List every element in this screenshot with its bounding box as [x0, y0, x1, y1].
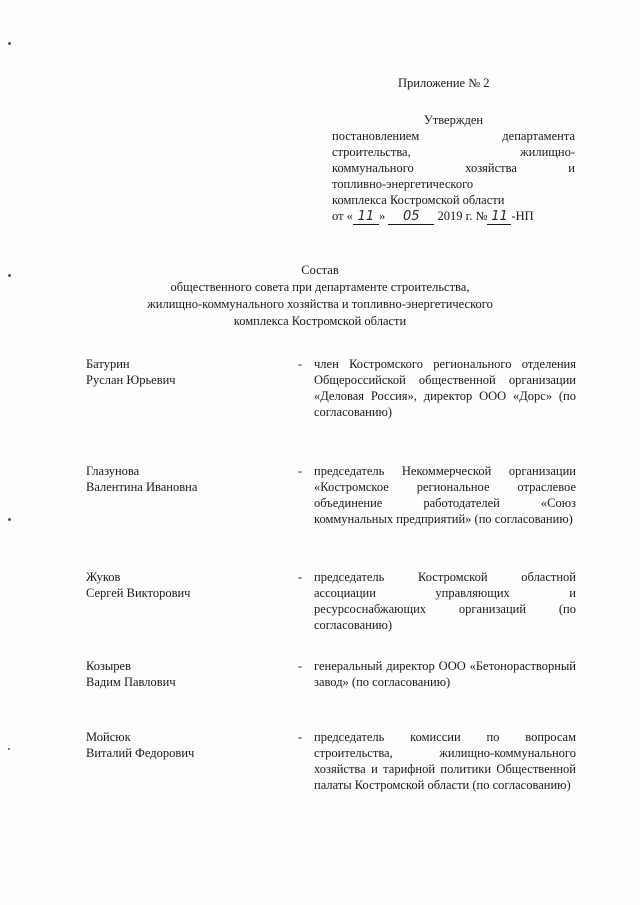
member-dash: - [298, 570, 303, 584]
member-name [86, 569, 276, 601]
approved-line: комплекса Костромской области [332, 193, 505, 207]
member-surname: Мойсюк [86, 730, 131, 744]
approval-stamp-block [332, 112, 575, 225]
scan-speck [8, 274, 11, 277]
member-surname: Жуков [86, 570, 121, 584]
title-line: комплекса Костромской области [233, 314, 407, 328]
member-given-name: Сергей Викторович [86, 586, 191, 600]
member-role: председатель Костромской областной ассоциации управляющих и ресурсоснабжающих организаций (по согласованию) [314, 570, 576, 632]
title-line: общественного совета при департаменте строительства, [170, 280, 470, 294]
approved-line: постановлением департамента [332, 129, 575, 143]
approval-date-line [332, 208, 575, 225]
member-surname: Глазунова [86, 464, 140, 478]
member-name [86, 463, 276, 495]
member-dash: - [298, 464, 303, 478]
member-dash: - [298, 357, 303, 371]
member-surname: Батурин [86, 357, 130, 371]
member-name [86, 729, 276, 761]
member-given-name: Валентина Ивановна [86, 480, 198, 494]
appendix-label: Приложение № 2 [398, 76, 490, 90]
member-given-name: Вадим Павлович [86, 675, 176, 689]
date-mid: » [378, 209, 386, 223]
member-given-name: Виталий Федорович [86, 746, 195, 760]
title-line: Состав [301, 263, 339, 277]
member-surname: Козырев [86, 659, 132, 673]
approved-line: топливно-энергетического [332, 177, 474, 191]
date-prefix: от « [332, 209, 353, 223]
handwritten-day: 11 [353, 210, 379, 225]
title-line: жилищно-коммунального хозяйства и топливно-энергетического [147, 297, 493, 311]
approved-line: строительства, жилищно- [332, 145, 575, 159]
member-name [86, 356, 276, 388]
member-dash: - [298, 730, 303, 744]
member-dash: - [298, 659, 303, 673]
handwritten-doc-number: 11 [487, 210, 511, 225]
approved-line: коммунального хозяйства и [332, 161, 575, 175]
member-role: генеральный директор ООО «Бетонорастворный завод» (по согласованию) [314, 659, 576, 689]
date-year: 2019 г. № [437, 209, 488, 223]
scan-speck [8, 42, 11, 45]
member-role: председатель Некоммерческой организации «Костромское региональное отраслевое объединение работодателей «Союз коммунальных предприятий» (по согласованию) [314, 464, 576, 526]
handwritten-month: 05 [388, 210, 434, 225]
document-title [110, 262, 530, 330]
approved-title: Утвержден [423, 113, 484, 127]
member-role: председатель комиссии по вопросам строительства, жилищно-коммунального хозяйства и тарифной политики Общественной палаты Костромской области (по согласованию) [314, 730, 576, 792]
scan-speck [8, 748, 10, 750]
member-name [86, 658, 276, 690]
doc-suffix: -НП [511, 209, 534, 223]
member-given-name: Руслан Юрьевич [86, 373, 176, 387]
scan-speck [8, 518, 11, 521]
member-role: член Костромского регионального отделения Общероссийской общественной организации «Деловая Россия», директор ООО «Дорс» (по согласованию) [314, 357, 576, 419]
